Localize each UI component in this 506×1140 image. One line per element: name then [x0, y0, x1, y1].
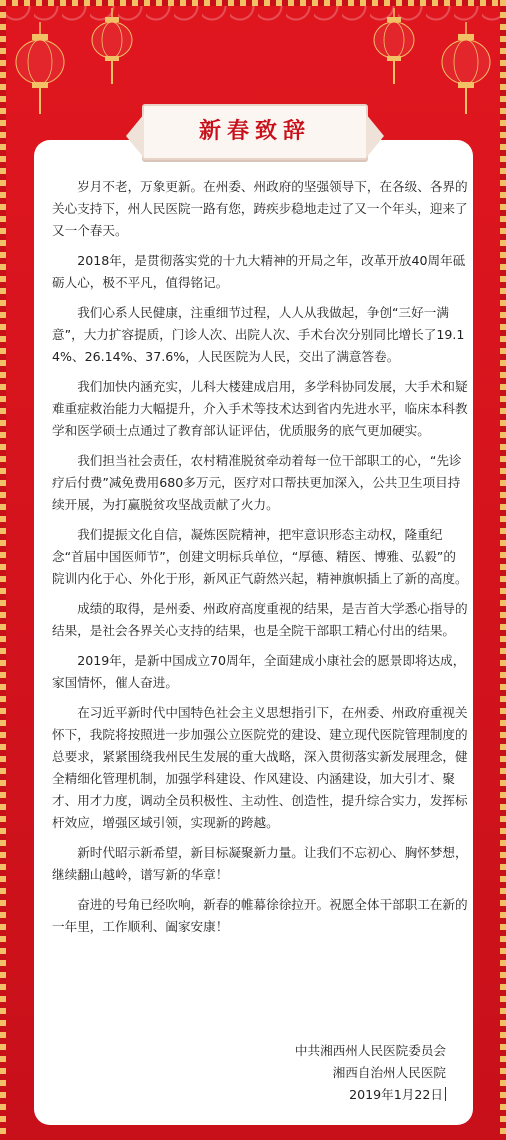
- lantern-icon: [372, 8, 416, 88]
- paragraph: 成绩的取得，是州委、州政府高度重视的结果，是吉首大学悉心指导的结果，是社会各界关心支持的结果，也是全院干部职工精心付出的结果。: [52, 601, 468, 638]
- lantern-icon: [90, 8, 134, 88]
- title-banner: [142, 104, 368, 160]
- right-border: [500, 0, 506, 1140]
- message-body: [52, 176, 468, 946]
- paragraph: 2019年，是新中国成立70周年，全面建成小康社会的愿景即将达成，家国情怀，催人奋进。: [52, 653, 466, 690]
- text-cursor: [445, 1087, 446, 1101]
- signature-date-line: [295, 1084, 446, 1106]
- paragraph: 2018年，是贯彻落实党的十九大精神的开局之年，改革开放40周年砥砺人心，极不平凡，值得铭记。: [52, 253, 466, 290]
- paragraph: 我们心系人民健康，注重细节过程，人人从我做起，争创“三好一满意”，大力扩容提质，门诊人次、出院人次、手术台次分别同比增长了19.14%、26.14%、37.6%，人民医院为人民，交出了满意答卷。: [52, 305, 465, 364]
- paragraph: 在习近平新时代中国特色社会主义思想指引下，在州委、州政府重视关怀下，我院将按照进一步加强公立医院党的建设、建立现代医院管理制度的总要求，紧紧围绕我州民生发展的重大战略，深入贯彻落实新发展理念，健全精细化管理机制，加强学科建设、作风建设、内涵建设，加大引才、聚才、用才力度，调动全员积极性、主动性、创造性，提升综合实力，发挥标杆效应，增强区域引领，实现新的跨越。: [52, 705, 468, 830]
- paragraph: 我们担当社会责任，农村精准脱贫牵动着每一位干部职工的心，“先诊疗后付费”减免费用680多万元，医疗对口帮扶更加深入，公共卫生项目持续开展，为打赢脱贫攻坚战贡献了火力。: [52, 453, 462, 512]
- signature-org: 湘西自治州人民医院: [332, 1065, 446, 1080]
- left-border: [0, 0, 6, 1140]
- lantern-icon: [440, 22, 492, 118]
- lantern-icon: [14, 22, 66, 118]
- paragraph: 岁月不老，万象更新。在州委、州政府的坚强领导下，在各级、各界的关心支持下，州人民医院一路有您，踌疾步稳地走过了又一个年头，迎来了又一个春天。: [52, 179, 468, 238]
- page-title: 新春致辞: [198, 119, 311, 144]
- cloud-pattern: [6, 6, 500, 40]
- signature-date: 2019年1月22日: [349, 1087, 443, 1102]
- paragraph: 我们提振文化自信，凝炼医院精神，把牢意识形态主动权，隆重纪念“首届中国医师节”，创建文明标兵单位，“厚德、精医、博雅、弘毅”的院训内化于心、外化于形，新风正气蔚然兴起，精神旗帜插上了新的高度。: [52, 527, 468, 586]
- paragraph: 我们加快内涵充实，儿科大楼建成启用，多学科协同发展，大手术和疑难重症救治能力大幅提升，介入手术等技术达到省内先进水平，临床本科教学和医学硕士点通过了教育部认证评估，优质服务的底气更加硬实。: [52, 379, 468, 438]
- paragraph: 新时代昭示新希望，新目标凝聚新力量。让我们不忘初心、胸怀梦想，继续翻山越岭，谱写新的华章！: [52, 845, 468, 882]
- signature-org: 中共湘西州人民医院委员会: [294, 1043, 446, 1058]
- paragraph: 奋进的号角已经吹响，新春的帷幕徐徐拉开。祝愿全体干部职工在新的一年里，工作顺利、阖家安康！: [52, 897, 468, 934]
- signature-block: [295, 1040, 446, 1106]
